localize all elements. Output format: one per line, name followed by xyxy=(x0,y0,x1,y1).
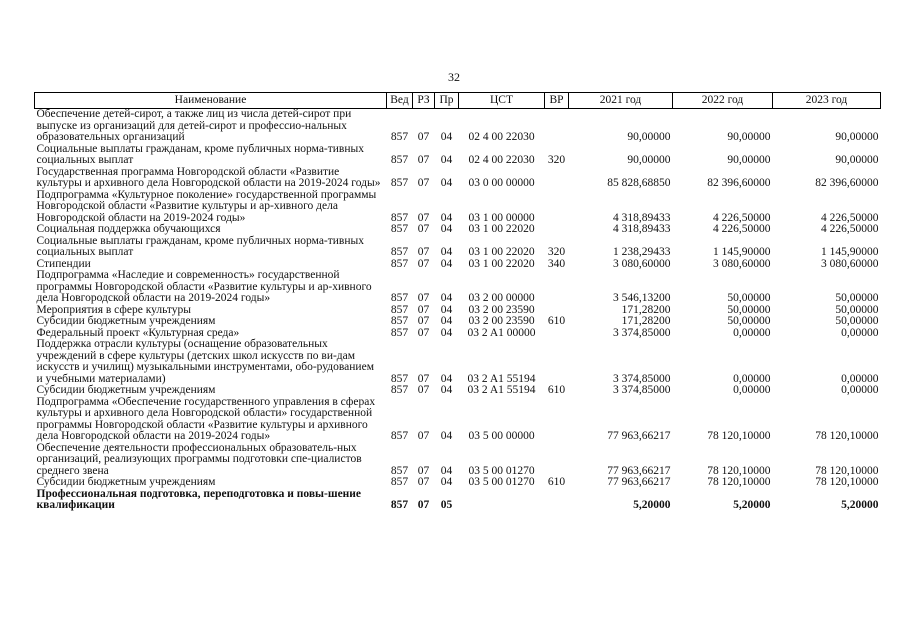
row-ved: 857 xyxy=(390,211,409,224)
row-amount-2022: 90,00000 xyxy=(727,131,771,143)
row-cst: 03 1 00 22020 xyxy=(468,223,535,235)
row-rz: 07 xyxy=(417,326,430,339)
row-amount-2023: 78 120,10000 xyxy=(815,430,879,442)
row-amount-2021: 3 374,85000 xyxy=(613,384,671,396)
row-name: Субсидии бюджетным учреждениям xyxy=(36,384,216,396)
row-amount-2021: 85 828,68850 xyxy=(607,177,671,189)
row-rz: 07 xyxy=(417,499,430,511)
row-ved: 857 xyxy=(390,292,409,304)
row-cst: 03 2 00 00000 xyxy=(468,292,535,304)
row-cst: 03 2 A1 00000 xyxy=(467,326,536,339)
table-row xyxy=(35,489,881,512)
row-ved: 857 xyxy=(390,177,409,189)
row-name: Обеспечение детей-сирот, а также лиц из числа детей-сирот при выпуске из организаций для детей-сирот и профессио-нальных образовательных организаций xyxy=(36,108,352,143)
row-amount-2023: 3 080,60000 xyxy=(821,257,879,270)
row-amount-2021: 90,00000 xyxy=(627,131,671,143)
row-amount-2021: 3 374,85000 xyxy=(613,326,671,339)
row-name: Стипендии xyxy=(36,257,91,270)
row-amount-2023: 90,00000 xyxy=(835,154,879,166)
row-amount-2023: 0,00000 xyxy=(841,384,879,396)
row-pr: 04 xyxy=(440,292,453,304)
row-pr: 05 xyxy=(440,499,453,511)
table-row xyxy=(35,236,881,259)
row-rz: 07 xyxy=(417,223,430,235)
row-pr: 04 xyxy=(440,131,453,143)
row-amount-2022: 5,20000 xyxy=(733,499,771,511)
row-cst: 02 4 00 22030 xyxy=(468,154,535,166)
row-vr xyxy=(545,489,569,512)
row-vr xyxy=(545,224,569,236)
row-name: Социальные выплаты гражданам, кроме публичных норма-тивных социальных выплат xyxy=(36,142,364,166)
row-amount-2022: 4 226,50000 xyxy=(713,223,771,235)
row-rz: 07 xyxy=(417,211,430,224)
row-amount-2021: 171,28200 xyxy=(621,315,671,327)
row-amount-2023: 50,00000 xyxy=(835,303,879,316)
row-amount-2021: 5,20000 xyxy=(633,499,671,511)
row-rz: 07 xyxy=(417,177,430,189)
row-pr: 04 xyxy=(440,246,453,258)
row-name: Подпрограмма «Культурное поколение» государственной программы Новгородской области «Развитие культуры и ар-хивного дела Новгородской области на 2019-2024 годы» xyxy=(36,188,377,224)
row-amount-2021: 3 374,85000 xyxy=(613,372,671,385)
table-row xyxy=(35,397,881,443)
row-amount-2022: 4 226,50000 xyxy=(713,211,771,224)
row-amount-2023: 1 145,90000 xyxy=(821,246,879,258)
row-amount-2023: 78 120,10000 xyxy=(815,464,879,477)
row-pr: 04 xyxy=(440,384,453,396)
row-pr: 04 xyxy=(440,257,453,270)
row-ved: 857 xyxy=(390,326,409,339)
row-vr: 610 xyxy=(547,476,566,488)
row-amount-2023: 0,00000 xyxy=(841,372,879,385)
row-amount-2021: 77 963,66217 xyxy=(607,464,671,477)
row-name: Социальная поддержка обучающихся xyxy=(36,223,221,235)
row-amount-2023: 5,20000 xyxy=(841,499,879,511)
table-row xyxy=(35,385,881,397)
budget-table xyxy=(34,92,881,512)
row-amount-2022: 78 120,10000 xyxy=(707,430,771,442)
row-amount-2022: 50,00000 xyxy=(727,303,771,316)
row-ved: 857 xyxy=(390,372,409,385)
row-pr: 04 xyxy=(440,430,453,442)
row-vr xyxy=(545,339,569,385)
table-row xyxy=(35,224,881,236)
row-amount-2023: 50,00000 xyxy=(835,315,879,327)
row-rz: 07 xyxy=(417,257,430,270)
row-cst: 03 1 00 22020 xyxy=(468,246,535,258)
row-name: Подпрограмма «Обеспечение государственного управления в сферах культуры и архивного дела Новгородской области» государственной программы Новгородской области «Развитие культуры и архивного дела Новгородской области на 2019-2024 годы» xyxy=(36,395,376,442)
row-rz: 07 xyxy=(417,315,430,327)
row-vr: 340 xyxy=(547,257,566,270)
table-row xyxy=(35,190,881,225)
row-ved: 857 xyxy=(390,223,409,235)
row-cst: 03 5 00 00000 xyxy=(468,430,535,442)
row-ved: 857 xyxy=(390,257,409,270)
row-amount-2023: 4 226,50000 xyxy=(821,223,879,235)
row-amount-2021: 77 963,66217 xyxy=(607,476,671,488)
row-rz: 07 xyxy=(417,476,430,488)
row-name: Субсидии бюджетным учреждениям xyxy=(36,315,216,327)
row-ved: 857 xyxy=(390,476,409,488)
row-rz: 07 xyxy=(417,384,430,396)
row-vr xyxy=(545,167,569,190)
row-cst: 03 0 00 00000 xyxy=(468,177,535,189)
row-ved: 857 xyxy=(390,384,409,396)
row-vr xyxy=(545,397,569,443)
row-amount-2022: 1 145,90000 xyxy=(713,246,771,258)
row-rz: 07 xyxy=(417,292,430,304)
row-pr: 04 xyxy=(440,154,453,166)
row-amount-2021: 3 546,13200 xyxy=(613,292,671,304)
header-cst: ЦСТ xyxy=(459,93,545,109)
row-name: Государственная программа Новгородской области «Развитие культуры и архивного дела Новгородской области на 2019-2024 годы» xyxy=(36,165,381,189)
row-ved: 857 xyxy=(390,131,409,143)
row-amount-2022: 0,00000 xyxy=(733,384,771,396)
row-amount-2021: 3 080,60000 xyxy=(613,257,671,270)
row-vr: 320 xyxy=(547,246,566,258)
row-rz: 07 xyxy=(417,464,430,477)
row-name: Профессиональная подготовка, переподготовка и повы-шение квалификации xyxy=(36,487,362,511)
row-cst xyxy=(459,489,545,512)
row-name: Подпрограмма «Наследие и современность» государственной программы Новгородской области «Развитие культуры и ар-хивного дела Новгородской области на 2019-2024 годы» xyxy=(36,269,372,304)
row-rz: 07 xyxy=(417,154,430,166)
row-pr: 04 xyxy=(440,476,453,488)
row-pr: 04 xyxy=(440,372,453,385)
row-cst: 03 2 A1 55194 xyxy=(467,384,536,396)
row-amount-2022: 0,00000 xyxy=(733,372,771,385)
row-pr: 04 xyxy=(440,211,453,224)
row-vr: 320 xyxy=(547,154,566,166)
row-amount-2022: 78 120,10000 xyxy=(707,464,771,477)
row-vr xyxy=(545,328,569,340)
row-amount-2023: 4 226,50000 xyxy=(821,211,879,224)
row-amount-2022: 50,00000 xyxy=(727,315,771,327)
row-pr: 04 xyxy=(440,326,453,339)
row-rz: 07 xyxy=(417,246,430,258)
table-row xyxy=(35,339,881,385)
row-cst: 03 2 A1 55194 xyxy=(467,372,536,385)
row-amount-2022: 82 396,60000 xyxy=(707,177,771,189)
row-pr: 04 xyxy=(440,177,453,189)
row-amount-2023: 78 120,10000 xyxy=(815,476,879,488)
row-amount-2023: 90,00000 xyxy=(835,131,879,143)
row-amount-2022: 90,00000 xyxy=(727,154,771,166)
table-row xyxy=(35,167,881,190)
row-ved: 857 xyxy=(390,246,409,258)
row-ved: 857 xyxy=(390,430,409,442)
row-rz: 07 xyxy=(417,131,430,143)
table-row xyxy=(35,316,881,328)
row-ved: 857 xyxy=(390,464,409,477)
header-ved: Вед xyxy=(387,93,413,109)
row-cst: 03 5 00 01270 xyxy=(468,476,535,488)
row-vr xyxy=(545,443,569,478)
row-vr xyxy=(545,190,569,225)
row-amount-2021: 90,00000 xyxy=(627,154,671,166)
row-amount-2022: 78 120,10000 xyxy=(707,476,771,488)
row-vr: 610 xyxy=(547,384,566,396)
row-cst: 03 2 00 23590 xyxy=(468,315,535,327)
row-amount-2023: 82 396,60000 xyxy=(815,177,879,189)
row-cst: 02 4 00 22030 xyxy=(468,131,535,143)
row-amount-2022: 3 080,60000 xyxy=(713,257,771,270)
table-row xyxy=(35,144,881,167)
header-rz: РЗ xyxy=(413,93,435,109)
table-row xyxy=(35,443,881,478)
row-amount-2022: 0,00000 xyxy=(733,326,771,339)
row-vr: 610 xyxy=(547,315,566,327)
row-ved: 857 xyxy=(390,499,409,511)
row-name: Поддержка отрасли культуры (оснащение образовательных учреждений в сфере культуры (детских школ искусств по ви-дам искусств и училищ) музыкальными инструментами, обо-рудованием и учебными материалами) xyxy=(36,338,374,385)
row-ved: 857 xyxy=(390,154,409,166)
row-pr: 04 xyxy=(440,303,453,316)
row-rz: 07 xyxy=(417,430,430,442)
header-2022: 2022 год xyxy=(673,93,773,109)
row-cst: 03 1 00 22020 xyxy=(468,257,535,270)
table-row xyxy=(35,477,881,489)
header-pr: Пр xyxy=(435,93,459,109)
row-amount-2023: 0,00000 xyxy=(841,326,879,339)
table-header-row xyxy=(35,93,881,109)
row-amount-2021: 77 963,66217 xyxy=(607,430,671,442)
row-pr: 04 xyxy=(440,315,453,327)
row-amount-2021: 4 318,89433 xyxy=(613,223,671,235)
table-row xyxy=(35,109,881,144)
row-name: Субсидии бюджетным учреждениям xyxy=(36,476,216,488)
row-cst: 03 1 00 00000 xyxy=(468,211,535,224)
row-name: Социальные выплаты гражданам, кроме публичных норма-тивных социальных выплат xyxy=(36,234,364,258)
row-amount-2021: 171,28200 xyxy=(621,303,671,316)
row-amount-2021: 4 318,89433 xyxy=(613,211,671,224)
table-body xyxy=(35,109,881,512)
row-name: Федеральный проект «Культурная среда» xyxy=(36,326,240,339)
header-name: Наименование xyxy=(35,93,387,109)
table-row xyxy=(35,270,881,305)
row-pr: 04 xyxy=(440,223,453,235)
row-cst: 03 5 00 01270 xyxy=(468,464,535,477)
row-ved: 857 xyxy=(390,303,409,316)
row-rz: 07 xyxy=(417,303,430,316)
row-rz: 07 xyxy=(417,372,430,385)
header-vr: ВР xyxy=(545,93,569,109)
row-vr xyxy=(545,109,569,144)
row-pr: 04 xyxy=(440,464,453,477)
header-2021: 2021 год xyxy=(569,93,673,109)
row-name: Мероприятия в сфере культуры xyxy=(36,303,192,316)
page-number: 32 xyxy=(448,70,460,84)
row-amount-2022: 50,00000 xyxy=(727,292,771,304)
header-2023: 2023 год xyxy=(773,93,881,109)
row-vr xyxy=(545,270,569,305)
row-amount-2023: 50,00000 xyxy=(835,292,879,304)
row-amount-2021: 1 238,29433 xyxy=(613,246,671,258)
row-ved: 857 xyxy=(390,315,409,327)
row-name: Обеспечение деятельности профессиональных образователь-ных организаций, реализующих программы подготовки спе-циалистов среднего звена xyxy=(36,441,362,477)
row-cst: 03 2 00 23590 xyxy=(468,303,535,316)
